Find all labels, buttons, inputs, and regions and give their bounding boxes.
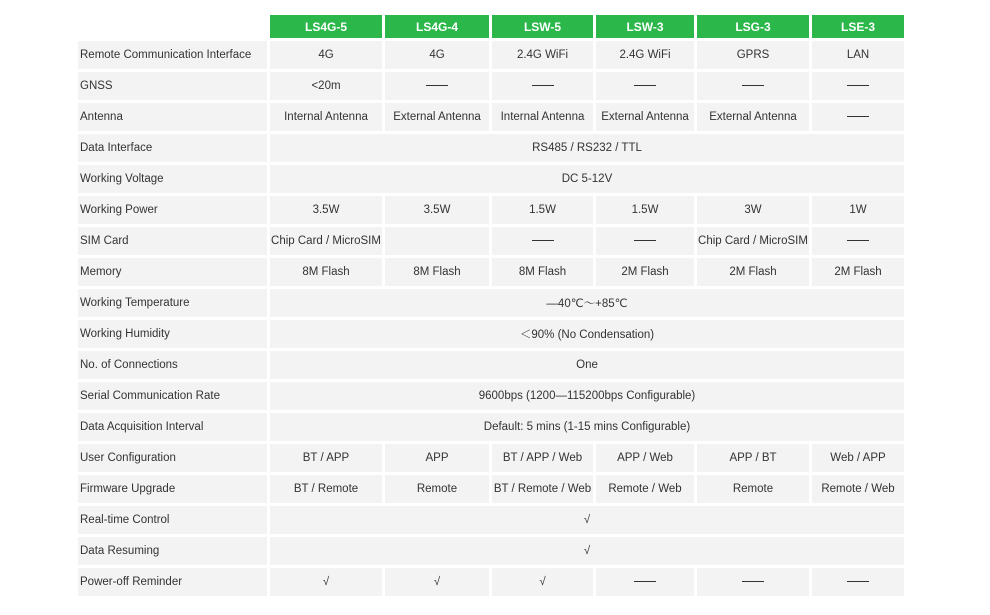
- table-cell: GPRS: [697, 38, 809, 69]
- table-cell: BT / APP / Web: [492, 441, 593, 472]
- table-row: [78, 224, 904, 255]
- row-label: Working Power: [78, 193, 267, 224]
- table-cell: Internal Antenna: [270, 100, 382, 131]
- not-applicable-cell: [596, 565, 694, 596]
- table-cell: [385, 224, 489, 255]
- table-row: [78, 38, 904, 69]
- table-row: [78, 100, 904, 131]
- table-cell: Default: 5 mins (1-15 mins Configurable): [270, 410, 904, 441]
- dash-icon: [847, 240, 869, 241]
- dash-icon: [634, 581, 656, 582]
- table-cell: 8M Flash: [385, 255, 489, 286]
- dash-icon: [847, 85, 869, 86]
- not-applicable-cell: [492, 69, 593, 100]
- dash-icon: [847, 581, 869, 582]
- table-row: [78, 131, 904, 162]
- table-row: [78, 534, 904, 565]
- column-header-lsw-3: LSW-3: [596, 15, 694, 38]
- not-applicable-cell: [812, 565, 904, 596]
- check-cell: √: [385, 565, 489, 596]
- row-label: Working Temperature: [78, 286, 267, 317]
- table-cell: External Antenna: [596, 100, 694, 131]
- column-header-ls4g-5: LS4G-5: [270, 15, 382, 38]
- not-applicable-cell: [812, 224, 904, 255]
- dash-icon: [847, 116, 869, 117]
- dash-icon: [634, 85, 656, 86]
- table-row: [78, 410, 904, 441]
- table-cell: DC 5-12V: [270, 162, 904, 193]
- not-applicable-cell: [492, 224, 593, 255]
- table-cell: 2.4G WiFi: [596, 38, 694, 69]
- table-row: [78, 503, 904, 534]
- row-label: User Configuration: [78, 441, 267, 472]
- table-row: [78, 379, 904, 410]
- header-blank-cell: [78, 15, 267, 38]
- table-cell: —40℃～+85℃: [270, 286, 904, 317]
- header-row: [78, 15, 904, 38]
- table-row: [78, 193, 904, 224]
- table-cell: 4G: [385, 38, 489, 69]
- dash-icon: [532, 240, 554, 241]
- row-label: No. of Connections: [78, 348, 267, 379]
- table-cell: Remote: [385, 472, 489, 503]
- table-cell: 1.5W: [492, 193, 593, 224]
- table-cell: 2M Flash: [697, 255, 809, 286]
- table-row: [78, 565, 904, 596]
- table-cell: 3.5W: [270, 193, 382, 224]
- dash-icon: [742, 581, 764, 582]
- table-cell: ＜90% (No Condensation): [270, 317, 904, 348]
- table-cell: Web / APP: [812, 441, 904, 472]
- not-applicable-cell: [596, 69, 694, 100]
- table-cell: 3.5W: [385, 193, 489, 224]
- table-cell: 1W: [812, 193, 904, 224]
- table-row: [78, 69, 904, 100]
- row-label: Working Voltage: [78, 162, 267, 193]
- table-row: [78, 286, 904, 317]
- table-cell: APP / Web: [596, 441, 694, 472]
- table-cell: Chip Card / MicroSIM: [697, 224, 809, 255]
- table-cell: Remote / Web: [812, 472, 904, 503]
- check-cell: √: [270, 565, 382, 596]
- spec-table-body: [78, 38, 904, 596]
- table-row: [78, 472, 904, 503]
- row-label: Working Humidity: [78, 317, 267, 348]
- table-cell: APP: [385, 441, 489, 472]
- row-label: Antenna: [78, 100, 267, 131]
- table-row: [78, 317, 904, 348]
- not-applicable-cell: [697, 565, 809, 596]
- table-cell: 2M Flash: [812, 255, 904, 286]
- table-cell: BT / Remote: [270, 472, 382, 503]
- row-label: Memory: [78, 255, 267, 286]
- row-label: GNSS: [78, 69, 267, 100]
- spec-table: [75, 15, 907, 596]
- table-row: [78, 162, 904, 193]
- check-cell: √: [270, 503, 904, 534]
- table-cell: 9600bps (1200—115200bps Configurable): [270, 379, 904, 410]
- table-cell: 1.5W: [596, 193, 694, 224]
- check-cell: √: [492, 565, 593, 596]
- table-cell: BT / Remote / Web: [492, 472, 593, 503]
- table-row: [78, 348, 904, 379]
- not-applicable-cell: [812, 69, 904, 100]
- table-cell: One: [270, 348, 904, 379]
- row-label: Real-time Control: [78, 503, 267, 534]
- table-cell: BT / APP: [270, 441, 382, 472]
- table-cell: LAN: [812, 38, 904, 69]
- table-cell: 2.4G WiFi: [492, 38, 593, 69]
- table-cell: <20m: [270, 69, 382, 100]
- table-cell: 2M Flash: [596, 255, 694, 286]
- table-cell: Remote / Web: [596, 472, 694, 503]
- table-cell: Remote: [697, 472, 809, 503]
- row-label: SIM Card: [78, 224, 267, 255]
- column-header-ls4g-4: LS4G-4: [385, 15, 489, 38]
- not-applicable-cell: [385, 69, 489, 100]
- table-row: [78, 441, 904, 472]
- table-cell: RS485 / RS232 / TTL: [270, 131, 904, 162]
- table-cell: APP / BT: [697, 441, 809, 472]
- not-applicable-cell: [596, 224, 694, 255]
- dash-icon: [532, 85, 554, 86]
- dash-icon: [742, 85, 764, 86]
- table-cell: 3W: [697, 193, 809, 224]
- check-cell: √: [270, 534, 904, 565]
- row-label: Power-off Reminder: [78, 565, 267, 596]
- dash-icon: [426, 85, 448, 86]
- row-label: Firmware Upgrade: [78, 472, 267, 503]
- table-cell: Internal Antenna: [492, 100, 593, 131]
- row-label: Remote Communication Interface: [78, 38, 267, 69]
- table-cell: 4G: [270, 38, 382, 69]
- table-cell: External Antenna: [385, 100, 489, 131]
- not-applicable-cell: [697, 69, 809, 100]
- table-cell: External Antenna: [697, 100, 809, 131]
- table-cell: 8M Flash: [270, 255, 382, 286]
- table-cell: Chip Card / MicroSIM: [270, 224, 382, 255]
- dash-icon: [634, 240, 656, 241]
- column-header-lsg-3: LSG-3: [697, 15, 809, 38]
- table-row: [78, 255, 904, 286]
- row-label: Data Interface: [78, 131, 267, 162]
- row-label: Data Acquisition Interval: [78, 410, 267, 441]
- not-applicable-cell: [812, 100, 904, 131]
- column-header-lse-3: LSE-3: [812, 15, 904, 38]
- row-label: Serial Communication Rate: [78, 379, 267, 410]
- column-header-lsw-5: LSW-5: [492, 15, 593, 38]
- table-cell: 8M Flash: [492, 255, 593, 286]
- row-label: Data Resuming: [78, 534, 267, 565]
